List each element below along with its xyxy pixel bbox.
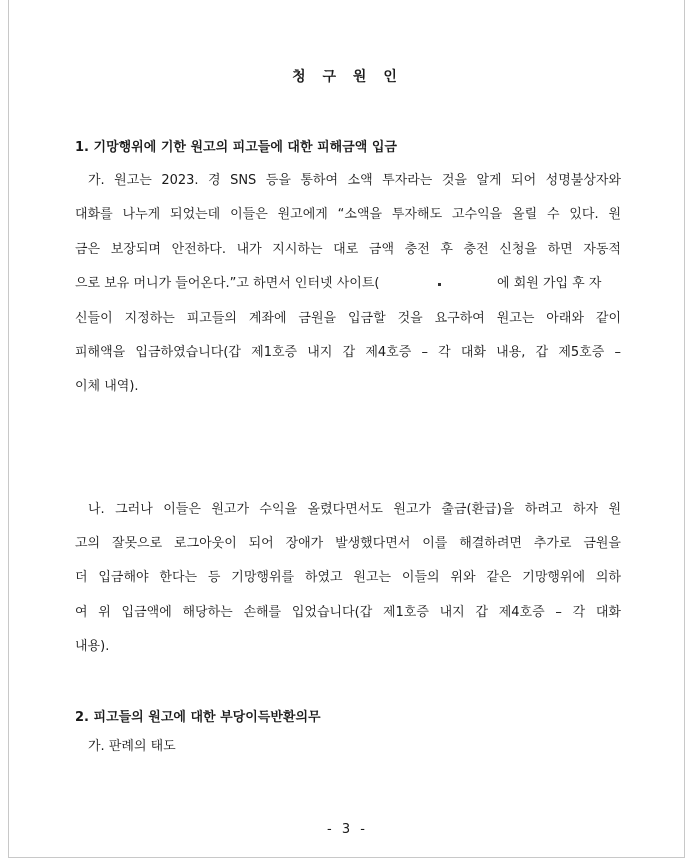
page-number: - 3 -	[327, 822, 368, 837]
document-title: 청 구 원 인	[292, 69, 403, 85]
paragraph-ga-line-7: 이체 내역).	[75, 379, 139, 394]
watermark: 열 람 용	[182, 361, 506, 421]
paragraph-na-line-1: 나. 그러나 이들은 원고가 수익을 올렸다면서도 원고가 출금(환급)을 하려고 하자 원	[88, 502, 621, 517]
paragraph-ga-line-5: 신들이 지정하는 피고들의 계좌에 금원을 입금할 것을 요구하여 원고는 아래와 같이	[75, 311, 621, 326]
paragraph-ga-line-4b: 에 회원 가입 후 자	[497, 276, 602, 291]
section-2-heading: 2. 피고들의 원고에 대한 부당이득반환의무	[75, 710, 321, 725]
paragraph-ga-line-2: 대화를 나누게 되었는데 이들은 원고에게 “소액을 투자해도 고수익을 올릴 수 있다. 원	[75, 207, 621, 222]
paragraph-na-line-2: 고의 잘못으로 로그아웃이 되어 장애가 발생했다면서 이를 해결하려면 추가로 금원을	[75, 536, 621, 551]
paragraph-ga-line-3: 금은 보장되며 안전하다. 내가 지시하는 대로 금액 충전 후 충전 신청을 하면 자동적	[75, 242, 621, 257]
paragraph-ga-line-4a: 으로 보유 머니가 들어온다.”고 하면서 인터넷 사이트(	[75, 276, 380, 291]
paragraph-na-line-3: 더 입금해야 한다는 등 기망행위를 하였고 원고는 이들의 위와 같은 기망행위에 의하	[75, 570, 621, 585]
paragraph-ga-line-1: 가. 원고는 2023. 경 SNS 등을 통하여 소액 투자라는 것을 알게 되어 성명불상자와	[88, 173, 621, 188]
page-border	[8, 0, 685, 858]
paragraph-na-line-5: 내용).	[75, 639, 110, 654]
paragraph-ga-line-6: 피해액을 입금하였습니다(갑 제1호증 내지 갑 제4호증 – 각 대화 내용, 갑 제5호증 –	[75, 345, 621, 360]
section-2-sub-ga: 가. 판례의 태도	[88, 739, 176, 754]
section-1-heading: 1. 기망행위에 기한 원고의 피고들에 대한 피해금액 입금	[75, 140, 397, 155]
redacted-site-mark	[438, 283, 441, 286]
paragraph-na-line-4: 여 위 입금액에 해당하는 손해를 입었습니다(갑 제1호증 내지 갑 제4호증 – 각 대화	[75, 605, 621, 620]
